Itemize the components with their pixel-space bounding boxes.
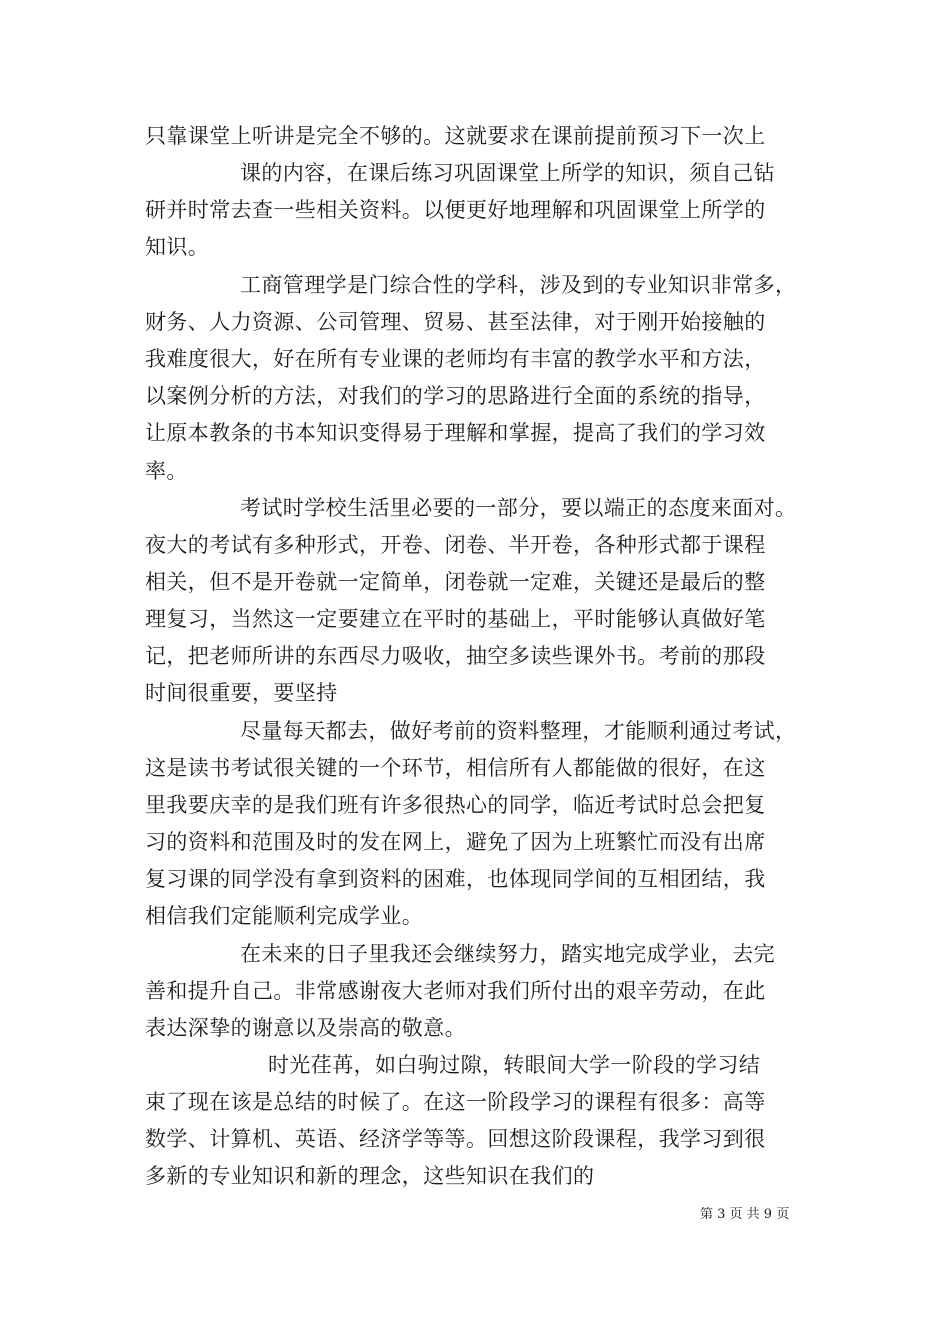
text-line: 这是读书考试很关键的一个环节，相信所有人都能做的很好，在这 bbox=[145, 756, 766, 780]
text-line: 工商管理学是门综合性的学科，涉及到的专业知识非常多， bbox=[240, 273, 797, 297]
text-line: 只靠课堂上听讲是完全不够的。这就要求在课前提前预习下一次上 bbox=[145, 124, 766, 148]
text-line: 束了现在该是总结的时候了。在这一阶段学习的课程有很多：高等 bbox=[145, 1090, 766, 1114]
text-line: 习的资料和范围及时的发在网上，避免了因为上班繁忙而没有出席 bbox=[145, 830, 766, 854]
text-line: 表达深挚的谢意以及崇高的敬意。 bbox=[145, 1016, 466, 1040]
text-line: 善和提升自己。非常感谢夜大老师对我们所付出的艰辛劳动，在此 bbox=[145, 979, 766, 1003]
text-line: 夜大的考试有多种形式，开卷、闭卷、半开卷，各种形式都于课程 bbox=[145, 533, 766, 557]
text-line: 考试时学校生活里必要的一部分，要以端正的态度来面对。 bbox=[240, 496, 797, 520]
text-line: 尽量每天都去，做好考前的资料整理，才能顺利通过考试， bbox=[240, 719, 797, 743]
text-line: 财务、人力资源、公司管理、贸易、甚至法律，对于刚开始接触的 bbox=[145, 310, 766, 334]
text-line: 数学、计算机、英语、经济学等等。回想这阶段课程，我学习到很 bbox=[145, 1127, 766, 1151]
page-number-footer: 第 3 页 共 9 页 bbox=[700, 1207, 790, 1222]
text-line: 复习课的同学没有拿到资料的困难，也体现同学间的互相团结，我 bbox=[145, 867, 766, 891]
text-line: 知识。 bbox=[145, 235, 210, 259]
text-line: 相信我们定能顺利完成学业。 bbox=[145, 904, 424, 928]
text-line: 相关，但不是开卷就一定简单，闭卷就一定难，关键还是最后的整 bbox=[145, 570, 766, 594]
text-line: 课的内容，在课后练习巩固课堂上所学的知识，须自己钻 bbox=[240, 161, 775, 185]
text-line: 时间很重要，要坚持 bbox=[145, 681, 338, 705]
text-line: 理复习，当然这一定要建立在平时的基础上，平时能够认真做好笔 bbox=[145, 607, 766, 631]
text-line: 记，把老师所讲的东西尽力吸收，抽空多读些课外书。考前的那段 bbox=[145, 644, 766, 668]
text-line: 在未来的日子里我还会继续努力，踏实地完成学业，去完 bbox=[240, 942, 775, 966]
text-line: 率。 bbox=[145, 459, 188, 483]
text-line: 里我要庆幸的是我们班有许多很热心的同学，临近考试时总会把复 bbox=[145, 793, 766, 817]
text-line: 多新的专业知识和新的理念，这些知识在我们的 bbox=[145, 1164, 595, 1188]
text-line: 我难度很大，好在所有专业课的老师均有丰富的教学水平和方法， bbox=[145, 347, 766, 371]
text-line: 让原本教条的书本知识变得易于理解和掌握，提高了我们的学习效 bbox=[145, 421, 766, 445]
text-line: 以案例分析的方法，对我们的学习的思路进行全面的系统的指导， bbox=[145, 384, 766, 408]
text-line: 时光荏苒，如白驹过隙，转眼间大学一阶段的学习结 bbox=[268, 1053, 761, 1077]
text-line: 研并时常去查一些相关资料。以便更好地理解和巩固课堂上所学的 bbox=[145, 198, 766, 222]
